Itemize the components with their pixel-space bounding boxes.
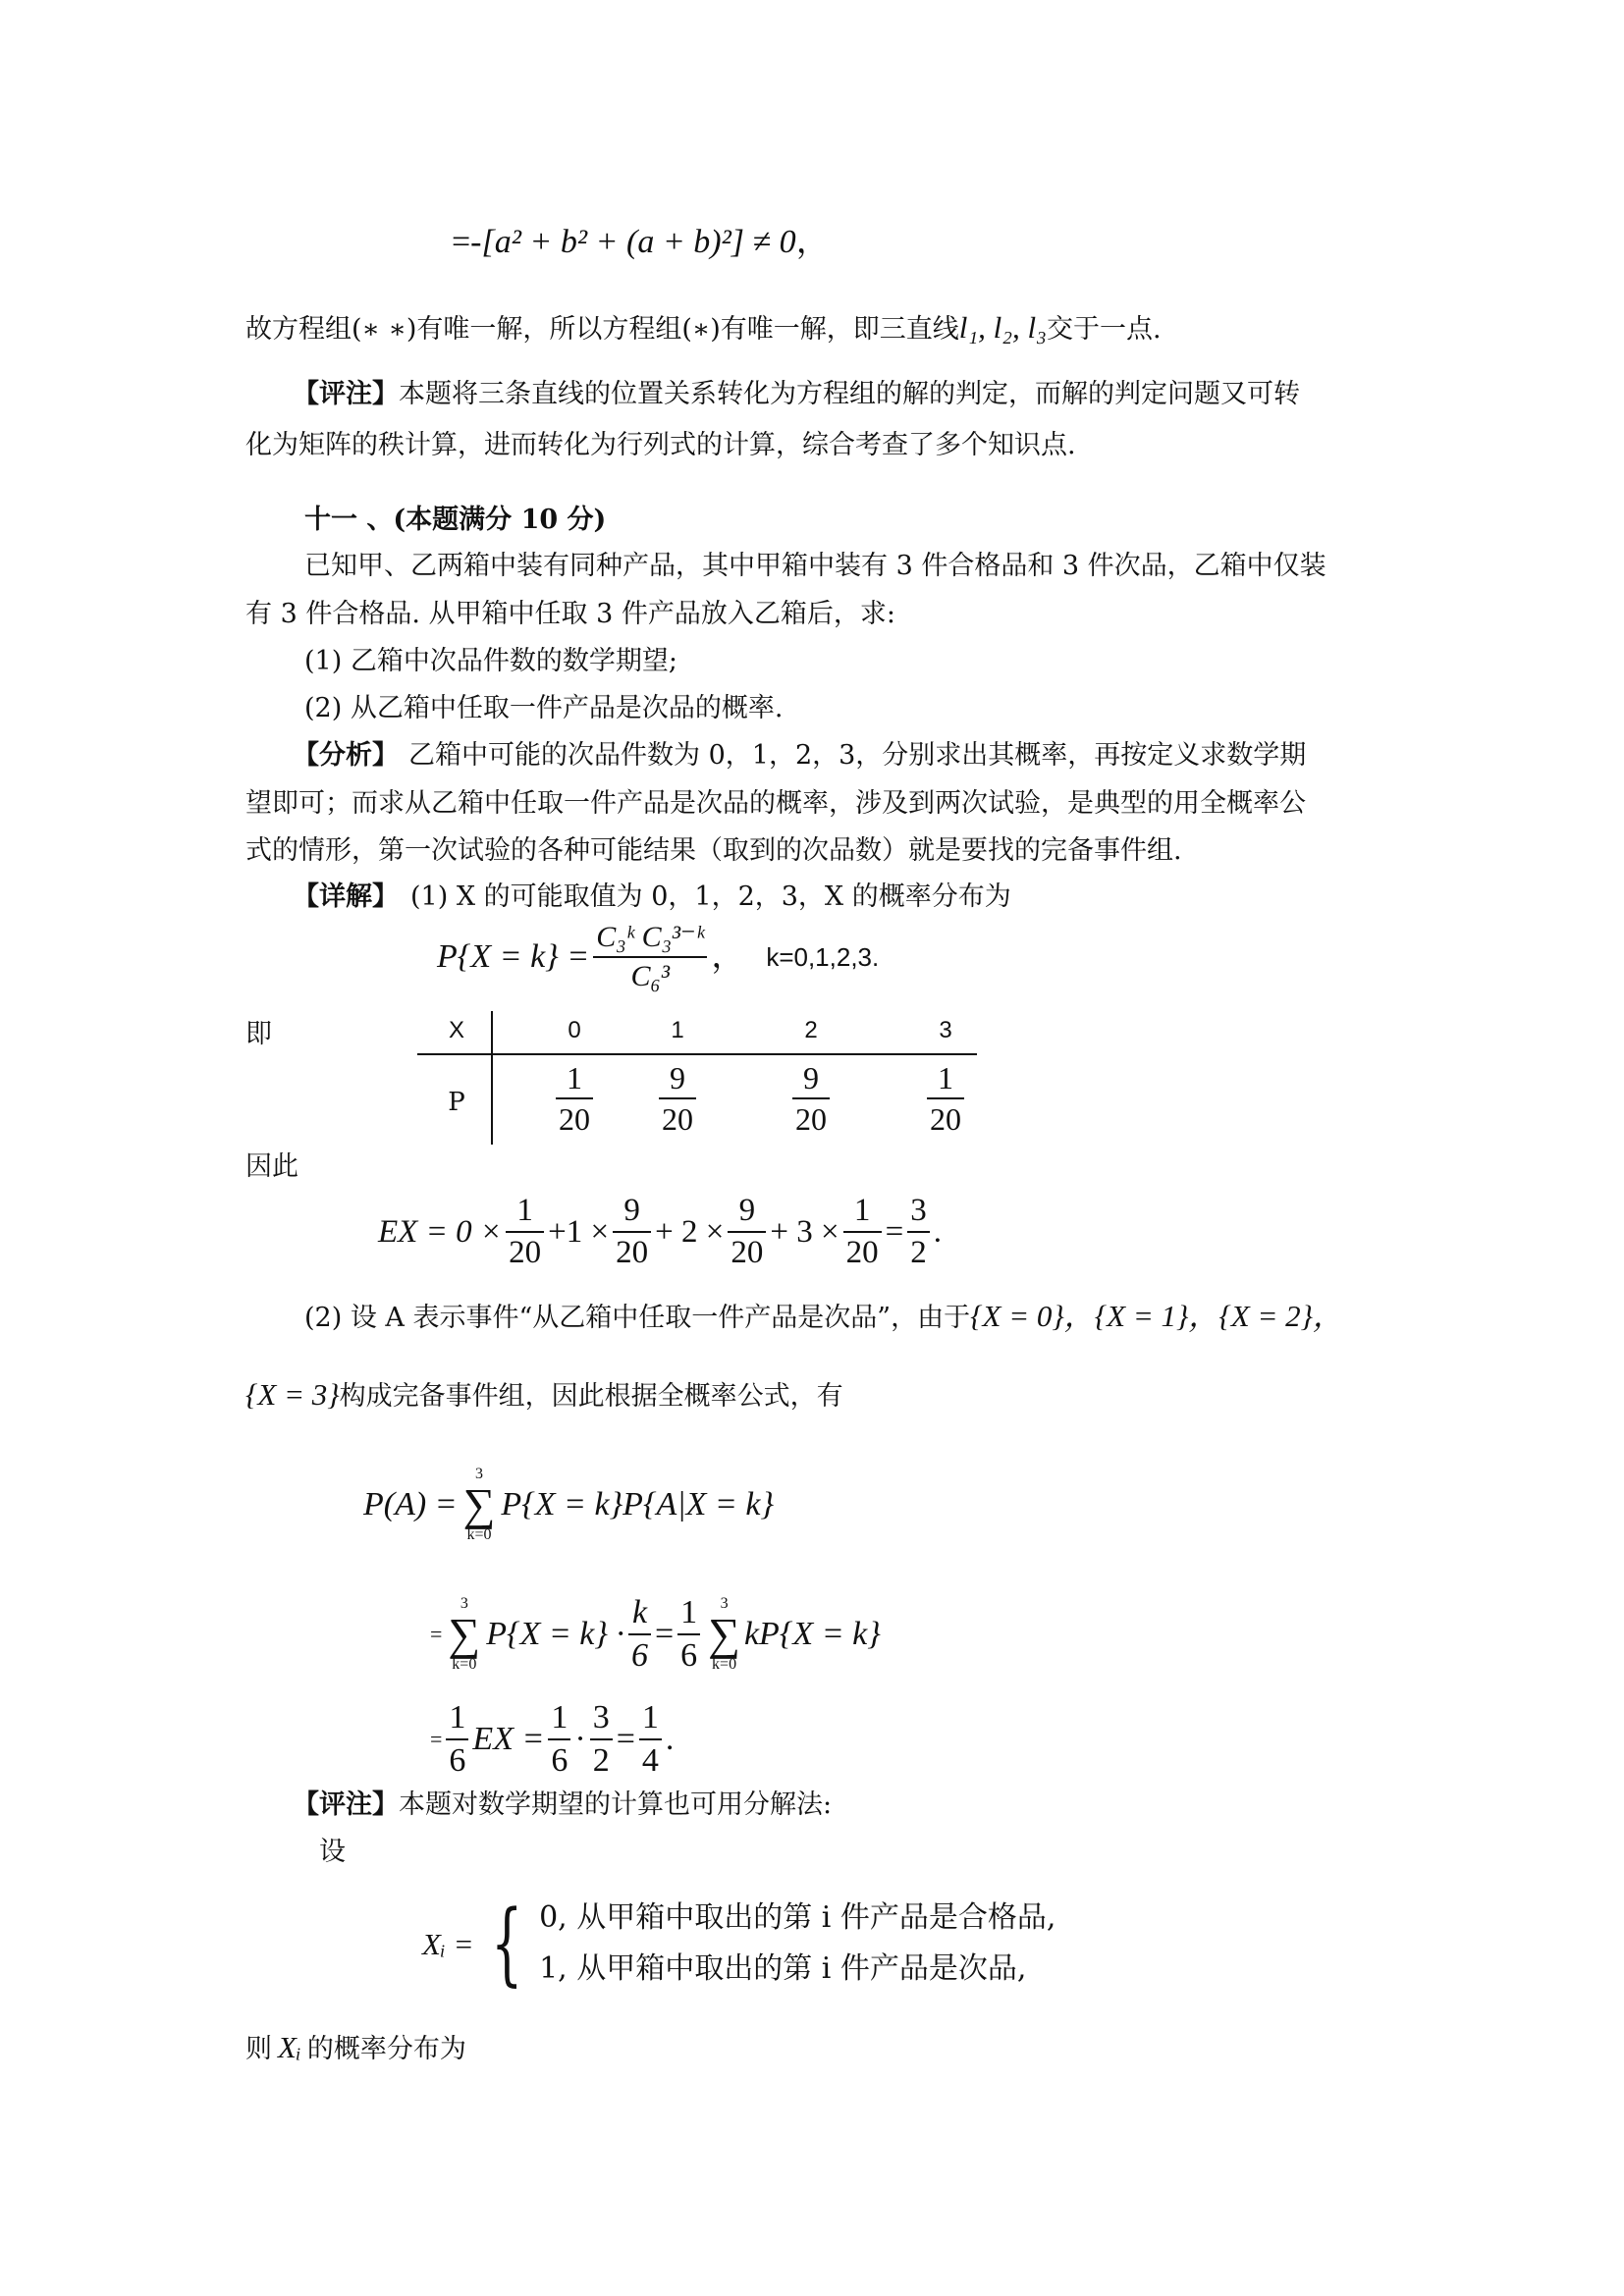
four-den: 4: [641, 1742, 659, 1779]
table-x-value: 2: [804, 1017, 818, 1043]
ex-den: 20: [616, 1235, 649, 1270]
problem-line-2: 有 3 件合格品. 从甲箱中任取 3 件产品放入乙箱后，求:: [245, 599, 895, 629]
conclusion-text: 故方程组(∗ ∗)有唯一解，所以方程组(∗)有唯一解，即三直线: [245, 314, 959, 345]
brace-icon: {: [490, 1891, 522, 1996]
table-p-value: [906, 1062, 985, 1135]
formula-fraction: [593, 923, 707, 991]
analysis-paragraph: [293, 742, 1306, 769]
sum-upper: 3: [460, 1595, 468, 1612]
pa-end: .: [665, 1721, 675, 1757]
comment-paragraph-1-cont: [245, 432, 1076, 458]
pa-body2a: P{X = k} ·: [486, 1616, 624, 1652]
sum-lower: k=0: [466, 1526, 492, 1543]
total-probability-line2: [430, 1580, 881, 1688]
detail-tag: 【详解】: [293, 881, 399, 912]
table-p-value: [638, 1062, 717, 1135]
equation-lead: =-: [452, 224, 482, 260]
comment2-text: 本题对数学期望的计算也可用分解法:: [399, 1789, 833, 1820]
formula-lhs: P{X = k} =: [437, 938, 590, 975]
six-den: 6: [630, 1637, 648, 1674]
one-num: 1: [446, 1701, 468, 1740]
dot-operator: ·: [574, 1721, 586, 1757]
ex-result-den: 2: [910, 1235, 927, 1270]
lines-label: l₁, l₂, l₃: [958, 310, 1047, 345]
ex-num: 9: [728, 1195, 766, 1233]
pa-equals-final: =: [616, 1721, 635, 1757]
ex-den: 20: [731, 1235, 764, 1270]
line3-lead: =: [430, 1727, 443, 1751]
indicator-definition: [422, 1885, 1056, 2002]
final-xi: Xᵢ: [278, 2030, 301, 2064]
final-line: [245, 2032, 466, 2062]
analysis-line2: 望即可；而求从乙箱中任取一件产品是次品的概率，涉及到两次试验，是典型的用全概率公: [245, 788, 1306, 819]
equation-determinant-result: [452, 226, 830, 259]
p-denominator: 20: [662, 1101, 693, 1137]
detail-text: (1) X 的可能取值为 0，1，2，3，X 的概率分布为: [410, 881, 1011, 912]
table-horizontal-rule: [417, 1053, 977, 1055]
distribution-formula: [437, 903, 879, 1011]
sum-upper: 3: [720, 1595, 729, 1612]
p-denominator: 20: [795, 1101, 827, 1137]
three-num: 3: [590, 1701, 613, 1740]
conclusion-tail: 交于一点.: [1046, 314, 1162, 345]
pa-lhs: P(A) =: [363, 1486, 458, 1522]
analysis-tag: 【分析】: [293, 740, 399, 771]
ex-equals: =: [885, 1213, 904, 1250]
table-vertical-rule: [491, 1011, 493, 1145]
one-num: 1: [677, 1596, 700, 1635]
formula-tail: ，: [711, 938, 745, 975]
formula-numerator: C₃ᵏ C₃³⁻ᵏ: [593, 923, 707, 958]
part2-line2: [245, 1379, 843, 1410]
equation-expression: [a² + b² + (a + b)²] ≠ 0: [481, 224, 796, 260]
table-x-value: 1: [671, 1017, 684, 1043]
ex-num: 1: [506, 1195, 544, 1233]
xi-lhs: Xᵢ =: [422, 1926, 474, 1961]
question-1: (1) 乙箱中次品件数的数学期望;: [304, 646, 677, 676]
case-2: 1, 从甲箱中取出的第 i 件产品是次品,: [539, 1951, 1027, 1986]
table-p-label: P: [448, 1088, 465, 1117]
part2-text: (2) 设 A 表示事件“从乙箱中任取一件产品是次品”，由于: [304, 1303, 971, 1333]
formula-range: k=0,1,2,3.: [766, 942, 880, 972]
six-den: 6: [680, 1637, 698, 1674]
ex-result-num: 3: [907, 1195, 930, 1233]
ex-term: + 2 ×: [655, 1213, 725, 1250]
table-x-value: 3: [939, 1017, 952, 1043]
total-probability-line3: [430, 1690, 674, 1789]
pa-equals: =: [654, 1616, 675, 1652]
ex-lhs: EX = 0 ×: [378, 1213, 503, 1250]
p-numerator: 9: [659, 1062, 696, 1099]
p-denominator: 20: [559, 1101, 590, 1137]
section-heading: 十一 、(本题满分 10 分): [304, 505, 607, 535]
comment-text-line2: 化为矩阵的秩计算，进而转化为行列式的计算，综合考查了多个知识点.: [245, 430, 1076, 460]
table-p-value: [535, 1062, 614, 1135]
p-numerator: 1: [556, 1062, 593, 1099]
comment2-tag: 【评注】: [293, 1789, 399, 1820]
ex-end: .: [933, 1213, 942, 1250]
pa-body: P{X = k}P{A|X = k}: [501, 1486, 775, 1522]
problem-line-1: 已知甲、乙两箱中装有同种产品，其中甲箱中装有 3 件合格品和 3 件次品，乙箱中仅装: [304, 551, 1326, 581]
comment-paragraph-2: [293, 1791, 832, 1818]
ex-den: 20: [845, 1235, 879, 1270]
comment-text-line1: 本题将三条直线的位置关系转化为方程组的解的判定，而解的判定问题又可转: [399, 379, 1300, 409]
part2-set: {X = 3}: [245, 1377, 340, 1412]
sum-symbol: 3 ∑ k=0: [448, 1595, 481, 1673]
final-a: 则: [245, 2034, 272, 2064]
conclusion-line: [245, 312, 1162, 343]
ex-num: 9: [613, 1195, 651, 1233]
ex-den: 20: [509, 1235, 542, 1270]
comment-paragraph-1: [293, 381, 1300, 407]
analysis-line1: 乙箱中可能的次品件数为 0，1，2，3，分别求出其概率，再按定义求数学期: [408, 740, 1307, 771]
ex-term: +1 ×: [548, 1213, 610, 1250]
six-den: 6: [551, 1742, 568, 1779]
therefore-label: 因此: [245, 1151, 298, 1182]
ex-num: 1: [843, 1195, 882, 1233]
piecewise-cases: [539, 1900, 1056, 1986]
one-num: 1: [639, 1701, 662, 1740]
p-numerator: 1: [927, 1062, 964, 1099]
case-1: 0, 从甲箱中取出的第 i 件产品是合格品,: [539, 1900, 1056, 1935]
final-c: 的概率分布为: [306, 2034, 466, 2064]
ex-label: EX =: [472, 1721, 545, 1757]
formula-denominator: C₆³: [630, 960, 670, 992]
table-lead: 即: [245, 1019, 272, 1049]
two-den: 2: [592, 1742, 610, 1779]
sum-upper: 3: [475, 1466, 484, 1482]
part2-line1: [304, 1301, 1343, 1331]
sum-symbol: 3 ∑ k=0: [462, 1466, 496, 1543]
analysis-line3: 式的情形，第一次试验的各种可能结果（取到的次品数）就是要找的完备事件组.: [245, 835, 1182, 866]
table-x-label: X: [448, 1017, 464, 1043]
sum-lower: k=0: [452, 1656, 477, 1673]
line2-lead: =: [430, 1622, 443, 1646]
k-num: k: [628, 1596, 651, 1635]
table-p-value: [772, 1062, 850, 1135]
six-den: 6: [449, 1742, 466, 1779]
expectation-formula: [378, 1183, 942, 1281]
equation-tail: ，: [795, 224, 830, 260]
comment-tag: 【评注】: [293, 379, 399, 409]
comment2-she: 设: [319, 1837, 346, 1867]
one-num: 1: [548, 1701, 570, 1740]
sum-symbol: 3 ∑ k=0: [708, 1595, 740, 1673]
part2-sets: {X = 0}，{X = 1}，{X = 2}，: [970, 1299, 1344, 1333]
p-denominator: 20: [930, 1101, 961, 1137]
table-x-value: 0: [568, 1017, 581, 1043]
part2-text-2: 构成完备事件组，因此根据全概率公式，有: [339, 1381, 843, 1412]
distribution-table: [417, 1011, 982, 1148]
question-2: (2) 从乙箱中任取一件产品是次品的概率.: [304, 693, 784, 723]
p-numerator: 9: [792, 1062, 830, 1099]
sum-lower: k=0: [712, 1656, 737, 1673]
total-probability-line1: [363, 1451, 774, 1559]
ex-term: + 3 ×: [770, 1213, 839, 1250]
pa-body2c: kP{X = k}: [743, 1616, 881, 1652]
